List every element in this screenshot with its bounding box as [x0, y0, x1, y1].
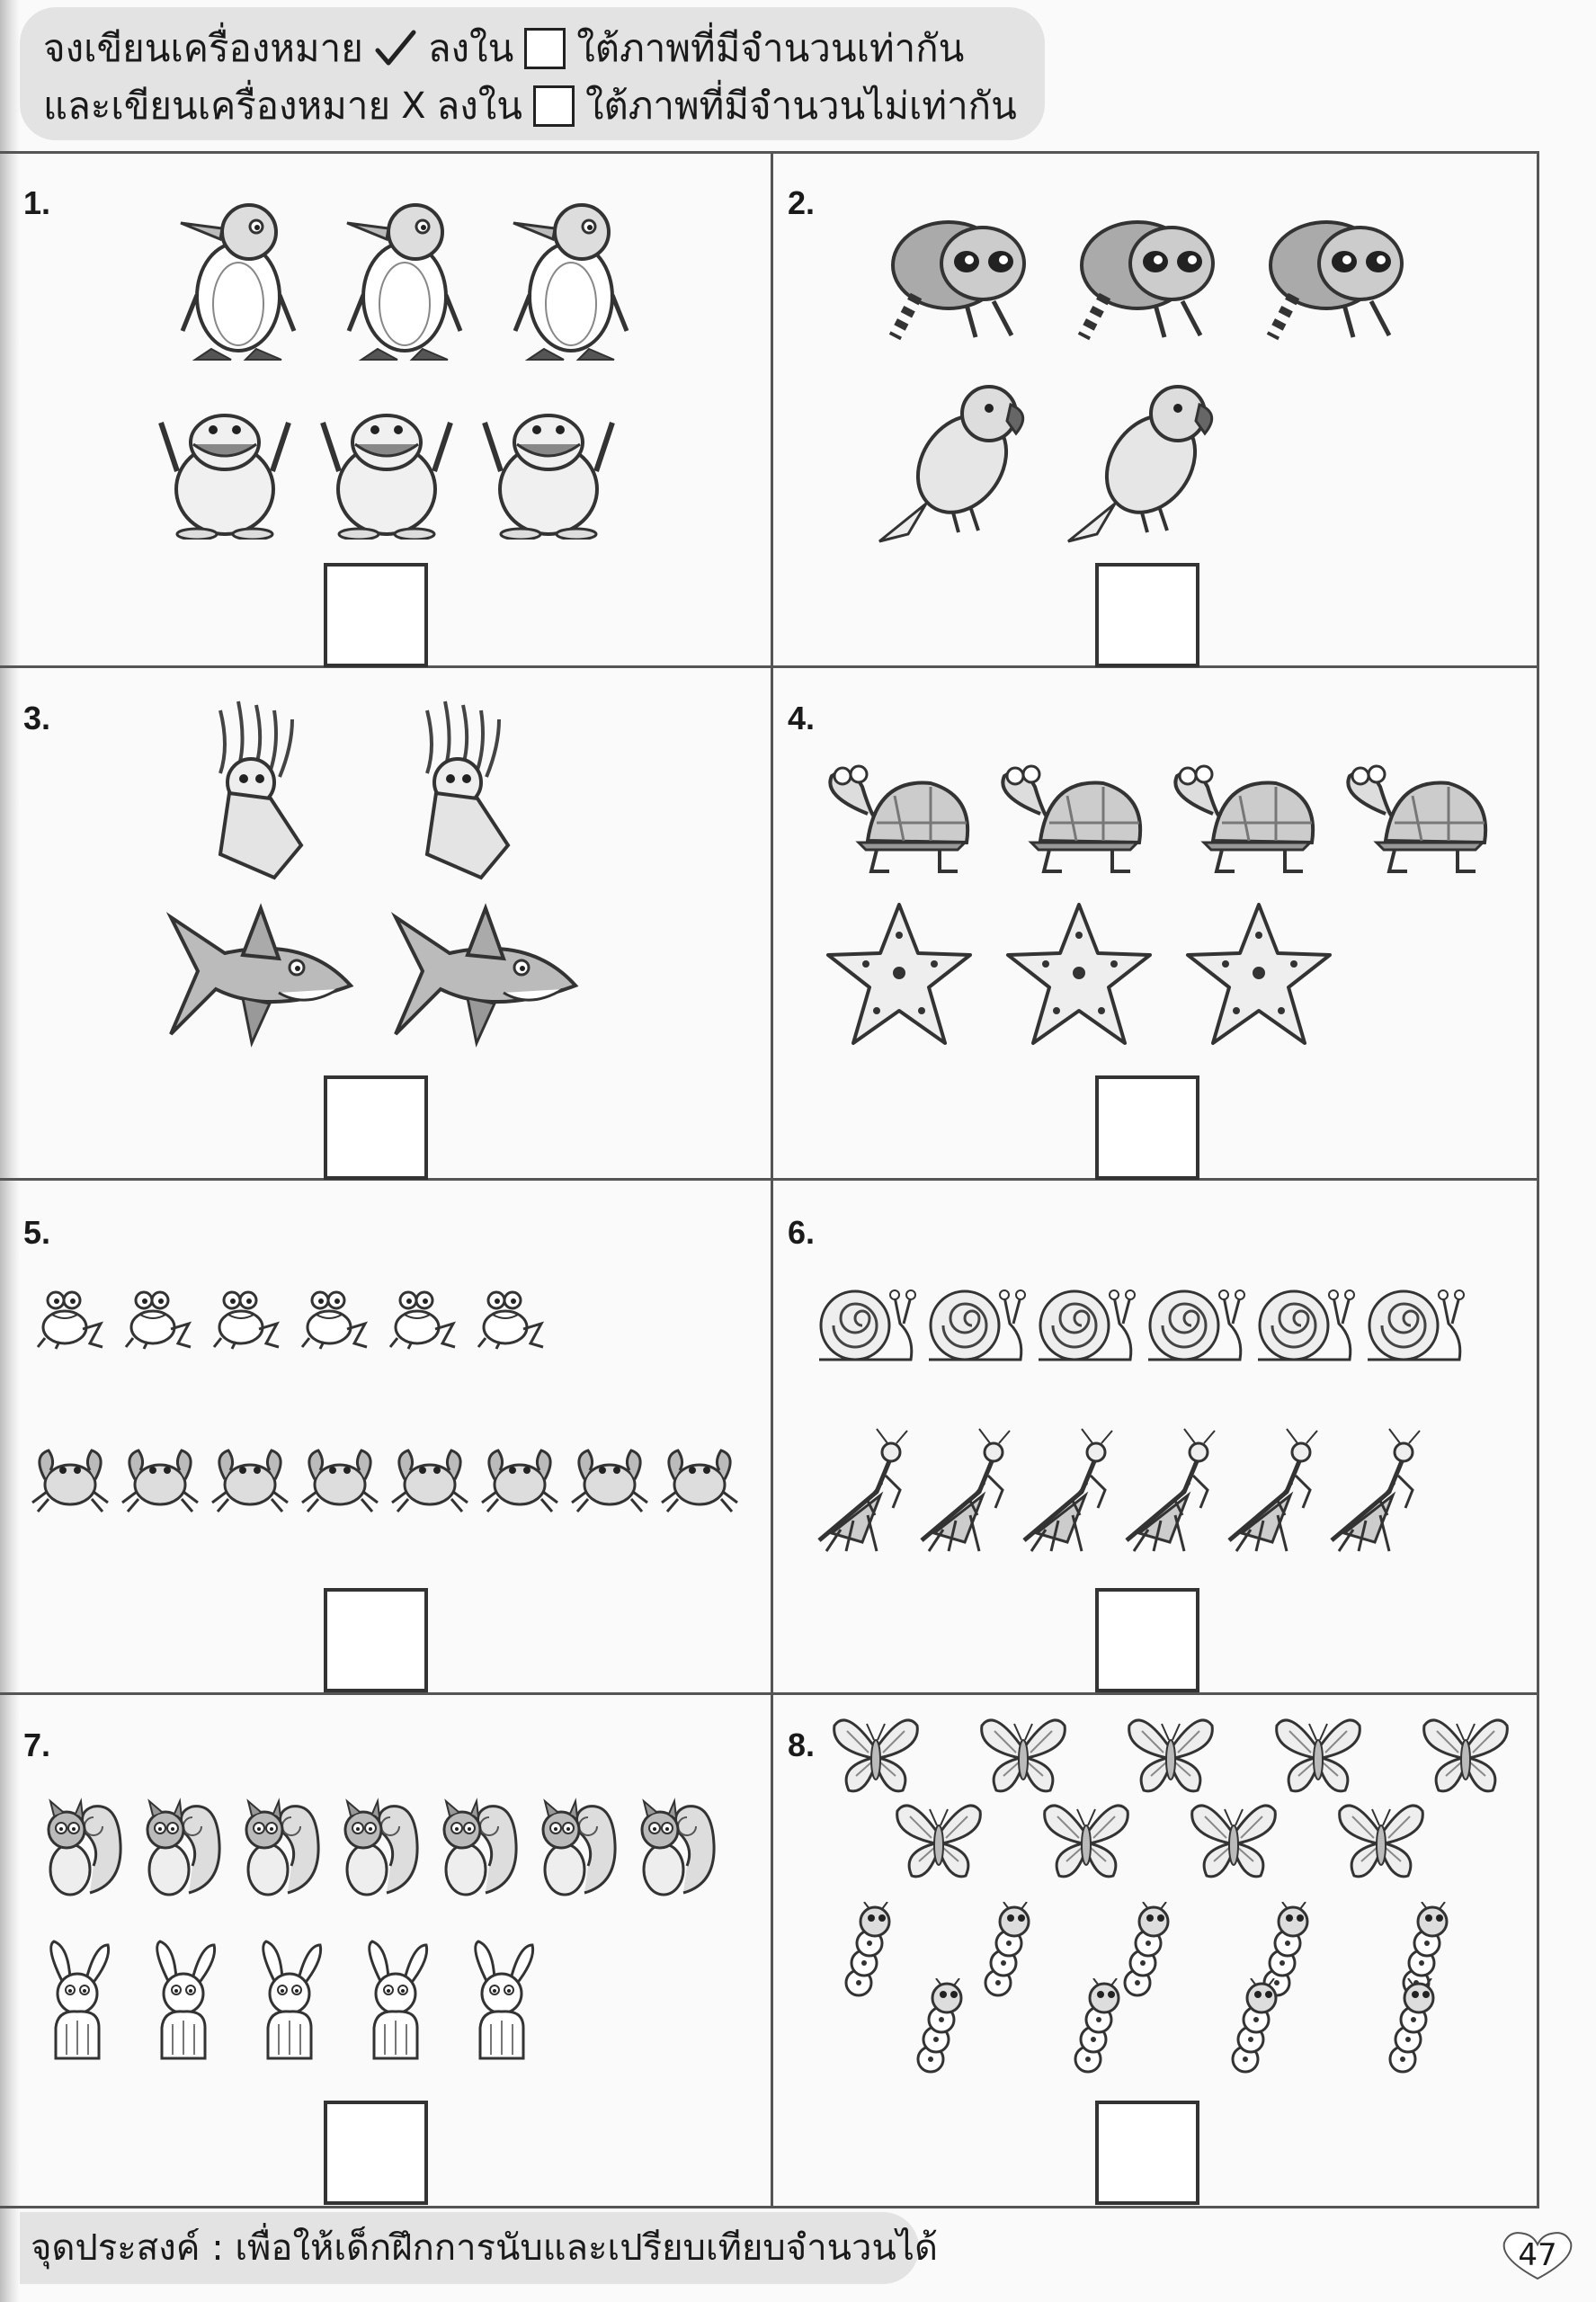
frog-row: [32, 1288, 545, 1351]
page-number: [1497, 2228, 1578, 2282]
snail-icon: [1143, 1284, 1249, 1365]
frog-icon: [385, 1288, 457, 1351]
turtle-icon: [986, 760, 1148, 877]
shark-row: [162, 899, 584, 1052]
crab-icon: [388, 1443, 471, 1515]
snail-icon: [923, 1284, 1030, 1365]
answer-box[interactable]: [1095, 1075, 1199, 1180]
crab-icon: [478, 1443, 561, 1515]
squirrel-icon: [629, 1794, 719, 1902]
squirrel-icon: [36, 1794, 126, 1902]
mantis-row: [814, 1425, 1425, 1556]
mantis-icon: [1121, 1425, 1220, 1556]
answer-box[interactable]: [1095, 563, 1199, 667]
butterfly-icon: [829, 1713, 923, 1798]
turtle-icon: [1159, 760, 1321, 877]
grid-line: [1537, 151, 1539, 2208]
penguin-icon: [342, 196, 468, 363]
snail-row: [814, 1284, 1468, 1365]
exercise-number: 2.: [788, 184, 816, 221]
crab-icon: [658, 1443, 741, 1515]
frog-icon: [209, 1288, 281, 1351]
frog-icon: [32, 1288, 104, 1351]
mole-icon: [157, 396, 292, 540]
penguin-icon: [175, 196, 301, 363]
starfish-row: [823, 899, 1335, 1052]
caterpillar-row: [904, 1978, 1448, 2077]
frog-icon: [120, 1288, 192, 1351]
answer-box[interactable]: [1095, 1588, 1199, 1692]
answer-box[interactable]: [324, 2101, 428, 2205]
instruction-text-2a: และเขียนเครื่องหมาย: [43, 84, 391, 128]
exercise-number: 7.: [23, 1726, 51, 1763]
butterfly-icon: [1039, 1798, 1133, 1883]
exercise-number: 3.: [23, 700, 51, 736]
instruction-text-2b: ลงใน: [436, 84, 522, 128]
snail-icon: [1362, 1284, 1468, 1365]
caterpillar-icon: [1218, 1978, 1290, 2077]
grid-line: [771, 151, 773, 2208]
mantis-icon: [916, 1425, 1015, 1556]
squid-icon: [193, 692, 310, 881]
squid-row: [193, 692, 517, 881]
exercise-number: 8.: [788, 1726, 816, 1763]
mantis-icon: [1326, 1425, 1425, 1556]
instruction-text-1b: ลงใน: [427, 26, 514, 70]
parrot-row: [872, 378, 1223, 549]
butterfly-icon: [1187, 1798, 1280, 1883]
crab-icon: [568, 1443, 651, 1515]
frog-icon: [473, 1288, 545, 1351]
grid-line: [0, 1178, 1539, 1181]
caterpillar-icon: [1061, 1978, 1133, 2077]
crab-row: [29, 1443, 741, 1515]
shark-icon: [387, 899, 584, 1052]
caterpillar-icon: [832, 1902, 904, 2001]
mantis-icon: [1224, 1425, 1323, 1556]
grid-line: [0, 151, 1539, 154]
objective-text: จุดประสงค์ : เพื่อให้เด็กฝึกการนับและเปรียบเทียบจำนวนได้: [31, 2227, 938, 2269]
exercise-number: 6.: [788, 1214, 816, 1251]
butterfly-icon: [1124, 1713, 1217, 1798]
answer-box[interactable]: [324, 1588, 428, 1692]
caterpillar-icon: [904, 1978, 976, 2077]
rabbit-icon: [248, 1938, 327, 2064]
butterfly-icon: [1271, 1713, 1365, 1798]
raccoon-row: [877, 211, 1425, 346]
page-number-label: 47: [1518, 2237, 1557, 2273]
squirrel-icon: [135, 1794, 225, 1902]
answer-box[interactable]: [324, 1075, 428, 1180]
squirrel-row: [36, 1794, 719, 1902]
snail-icon: [1253, 1284, 1359, 1365]
mole-icon: [481, 396, 616, 540]
butterfly-icon: [976, 1713, 1070, 1798]
starfish-icon: [1003, 899, 1155, 1052]
rabbit-row: [36, 1938, 539, 2064]
crab-icon: [119, 1443, 201, 1515]
mantis-icon: [1019, 1425, 1118, 1556]
turtle-icon: [1332, 760, 1493, 877]
squirrel-icon: [531, 1794, 620, 1902]
instruction-text-1c: ใต้ภาพที่มีจำนวนเท่ากัน: [576, 26, 965, 70]
raccoon-icon: [877, 211, 1048, 346]
rabbit-icon: [142, 1938, 221, 2064]
answer-box[interactable]: [324, 563, 428, 667]
exercise-number: 1.: [23, 184, 51, 221]
exercise-number: 4.: [788, 700, 816, 736]
crab-icon: [299, 1443, 381, 1515]
raccoon-icon: [1254, 211, 1425, 346]
rabbit-icon: [36, 1938, 115, 2064]
grid-line: [0, 2206, 1539, 2208]
mole-row: [157, 396, 616, 540]
instruction-text-2c: ใต้ภาพที่มีจำนวนไม่เท่ากัน: [584, 84, 1017, 128]
answer-box[interactable]: [1095, 2101, 1199, 2205]
exercise-number: 5.: [23, 1214, 51, 1251]
butterfly-icon: [1419, 1713, 1512, 1798]
grid-line: [0, 665, 1539, 668]
squid-icon: [400, 692, 517, 881]
starfish-icon: [823, 899, 976, 1052]
parrot-icon: [872, 378, 1034, 549]
rabbit-icon: [460, 1938, 539, 2064]
rabbit-icon: [354, 1938, 433, 2064]
raccoon-icon: [1065, 211, 1236, 346]
snail-icon: [814, 1284, 920, 1365]
butterfly-icon: [1334, 1798, 1428, 1883]
penguin-icon: [508, 196, 634, 363]
caterpillar-icon: [1376, 1978, 1448, 2077]
butterfly-row: [892, 1798, 1428, 1883]
frog-icon: [297, 1288, 369, 1351]
squirrel-icon: [432, 1794, 522, 1902]
crab-icon: [209, 1443, 291, 1515]
crab-icon: [29, 1443, 111, 1515]
squirrel-icon: [333, 1794, 423, 1902]
butterfly-row: [829, 1713, 1512, 1798]
snail-icon: [1033, 1284, 1139, 1365]
cross-mark: X: [401, 85, 426, 127]
instruction-text-1a: จงเขียนเครื่องหมาย: [43, 26, 363, 70]
mole-icon: [319, 396, 454, 540]
grid-line: [0, 1692, 1539, 1695]
starfish-icon: [1182, 899, 1335, 1052]
squirrel-icon: [234, 1794, 324, 1902]
penguin-row: [175, 196, 634, 363]
butterfly-icon: [892, 1798, 985, 1883]
turtle-icon: [814, 760, 976, 877]
shark-icon: [162, 899, 360, 1052]
parrot-icon: [1061, 378, 1223, 549]
turtle-row: [814, 760, 1493, 877]
mantis-icon: [814, 1425, 913, 1556]
